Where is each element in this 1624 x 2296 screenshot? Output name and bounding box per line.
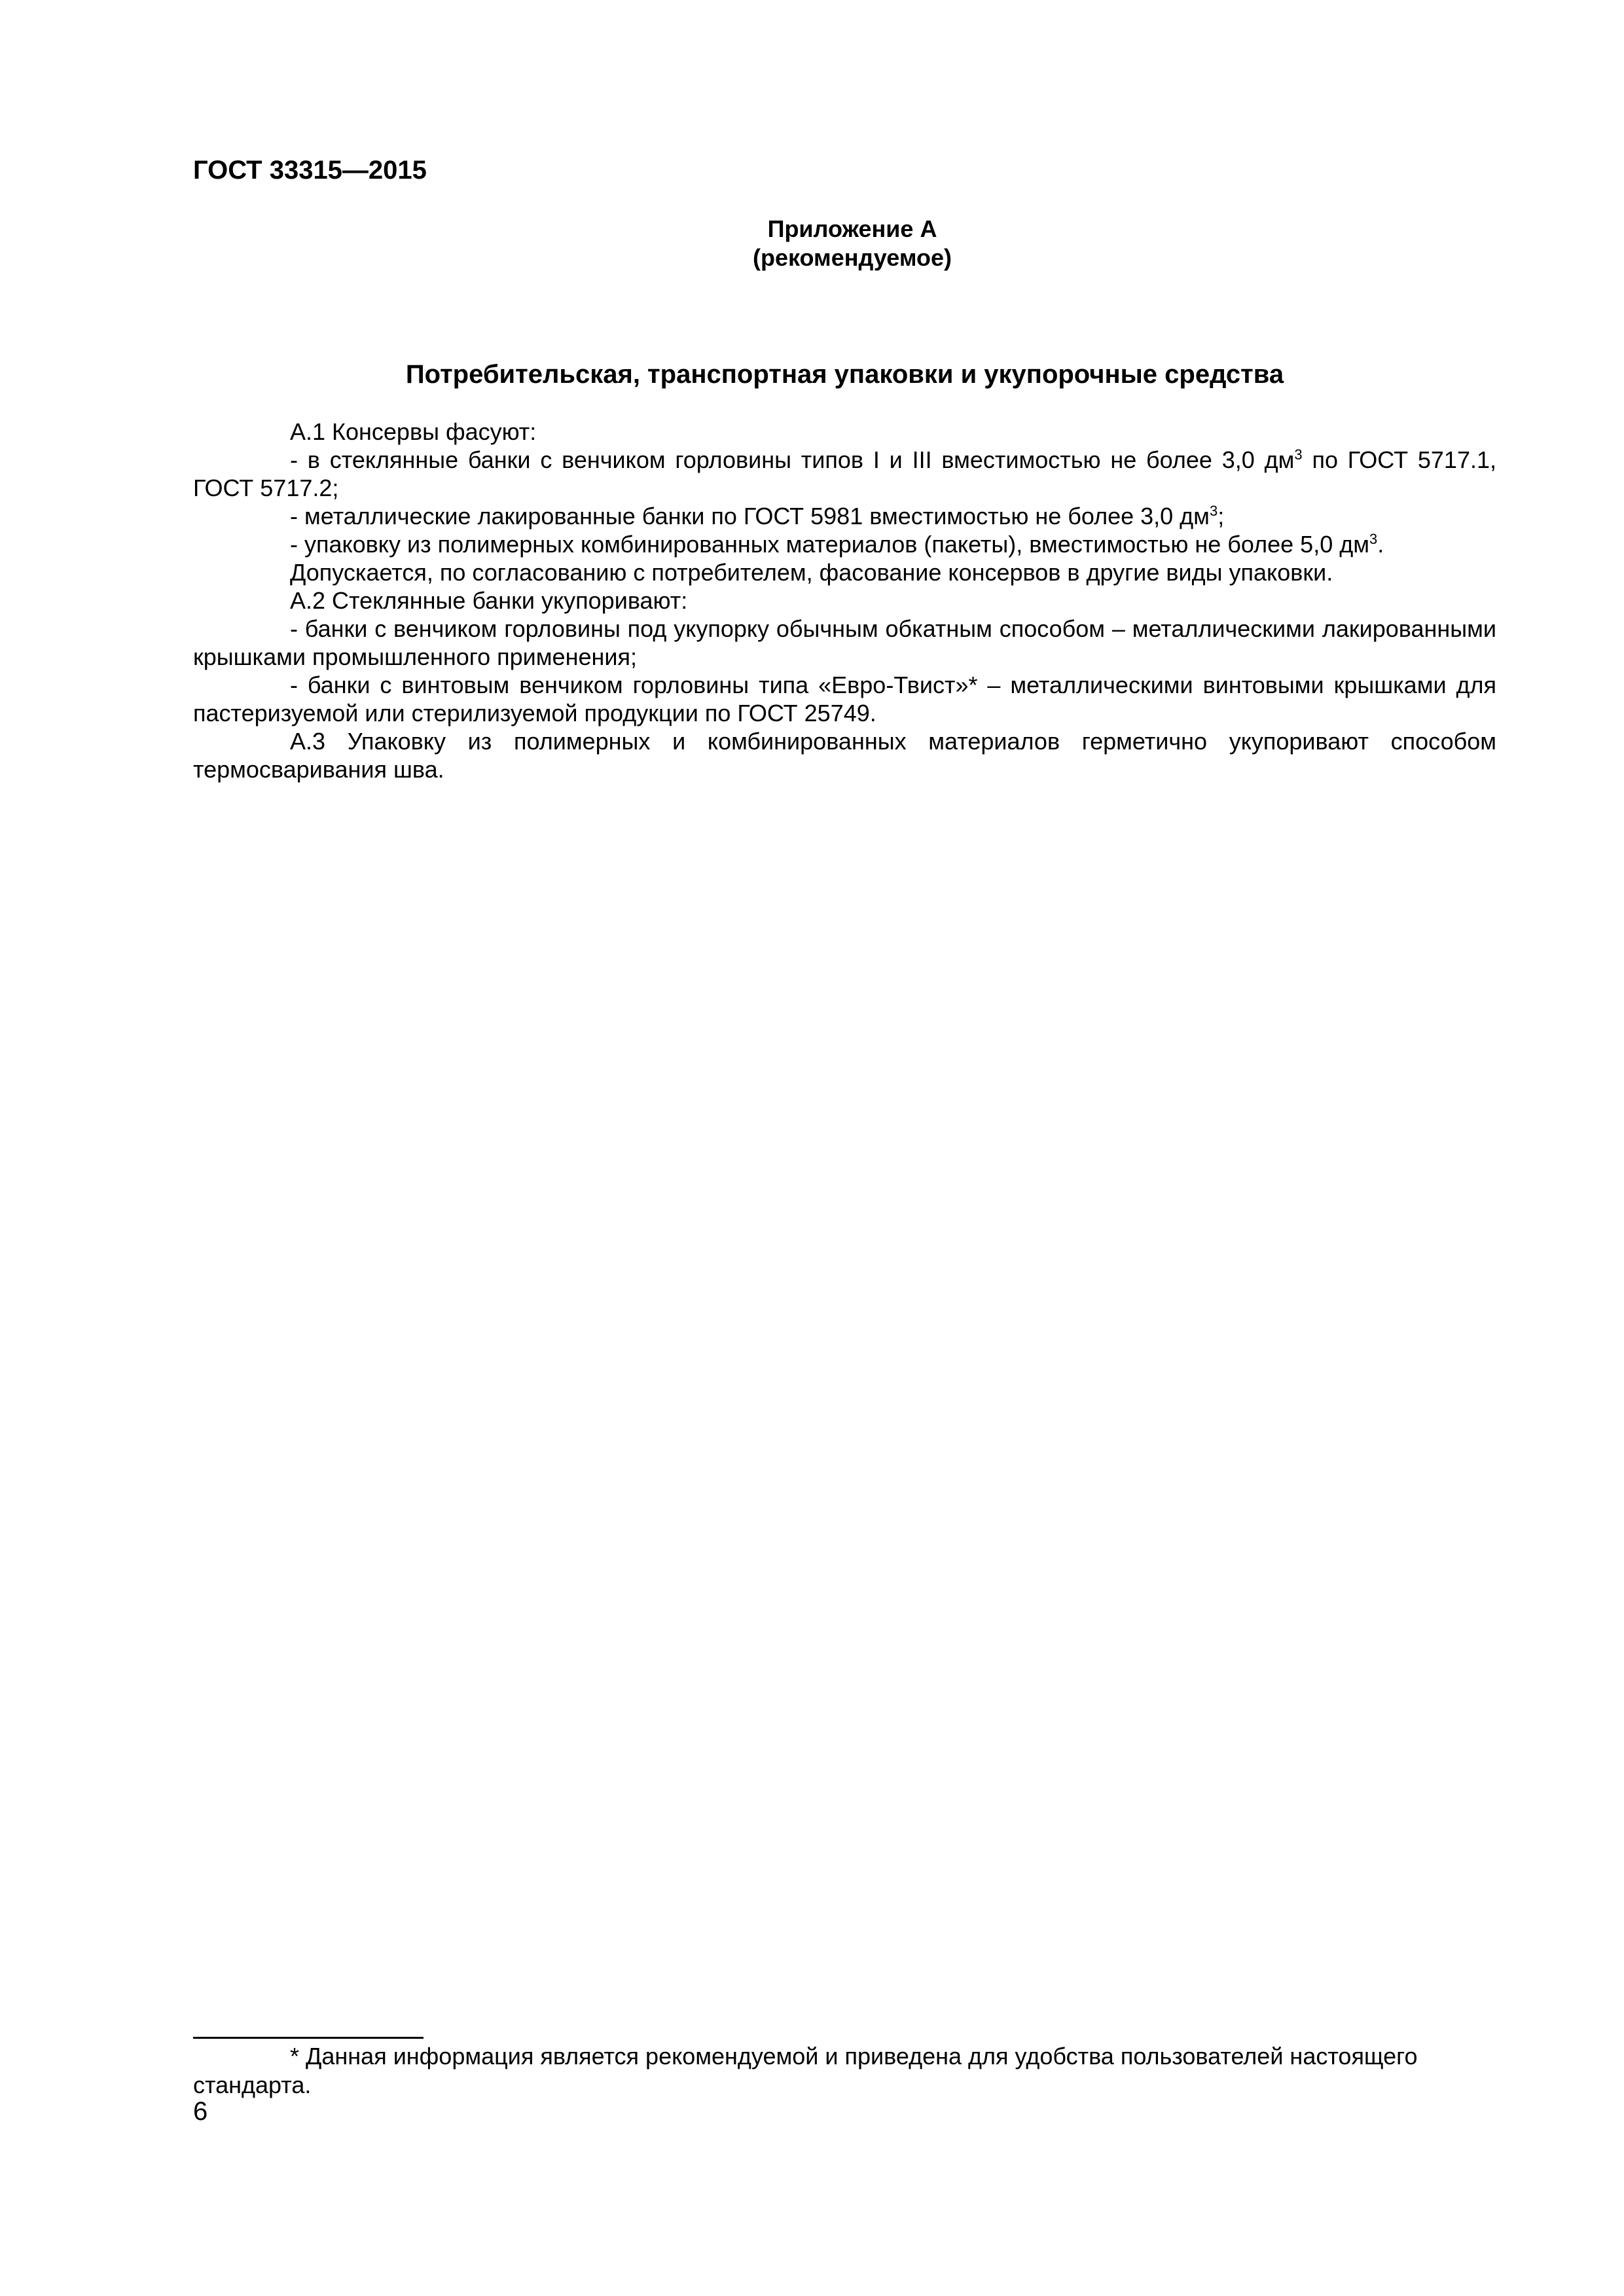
appendix-heading (0, 215, 1624, 272)
page-number: 6 (193, 2097, 208, 2126)
paragraph-a1-intro: А.1 Консервы фасуют: (290, 418, 537, 445)
footnote-separator (193, 2037, 424, 2039)
paragraph-a2-item-2: - банки с винтовым венчиком горловины типа «Евро-Твист»* – металлическими винтовыми крышками для пастеризуемой или стерилизуемой продукции по ГОСТ 25749. (193, 672, 1496, 726)
paragraph-a1-item-3 (193, 530, 1496, 558)
text-run: - упаковку из полимерных комбинированных материалов (пакеты), вместимостью не более 5,0 дм (290, 531, 1369, 558)
text-run: ; (1218, 503, 1225, 529)
paragraph-a3: А.3 Упаковку из полимерных и комбинированных материалов герметично укупоривают способом термосваривания шва. (193, 728, 1496, 783)
text-run: по ГОСТ 5717.1, ГОСТ 5717.2; (193, 446, 1497, 501)
appendix-status: (рекомендуемое) (753, 244, 952, 271)
superscript: 3 (1209, 503, 1218, 519)
text-run: - металлические лакированные банки по ГОСТ 5981 вместимостью не более 3,0 дм (290, 503, 1210, 529)
paragraph-a1-item-2 (193, 502, 1496, 530)
superscript: 3 (1369, 531, 1378, 547)
paragraph-a2-intro: А.2 Стеклянные банки укупоривают: (290, 587, 688, 614)
text-run: . (1377, 531, 1384, 558)
appendix-title: Приложение А (767, 215, 937, 242)
paragraph-a2-item-1: - банки с венчиком горловины под укупорку обычным обкатным способом – металлическими лакированными крышками промышленного применения; (193, 615, 1496, 670)
footnote: * Данная информация является рекомендуемой и приведена для удобства пользователей настоящего стандарта. (193, 2043, 1418, 2098)
paragraph-a1-item-1 (193, 446, 1496, 502)
superscript: 3 (1294, 446, 1303, 463)
paragraph-a1-note: Допускается, по согласованию с потребителем, фасование консервов в другие виды упаковки. (290, 559, 1333, 586)
document-body (193, 418, 1496, 783)
section-title: Потребительская, транспортная упаковки и укупорочные средства (405, 360, 1284, 389)
document-header: ГОСТ 33315—2015 (193, 156, 427, 185)
text-run: - в стеклянные банки с венчиком горловины типов I и III вместимостью не более 3,0 дм (290, 446, 1295, 473)
